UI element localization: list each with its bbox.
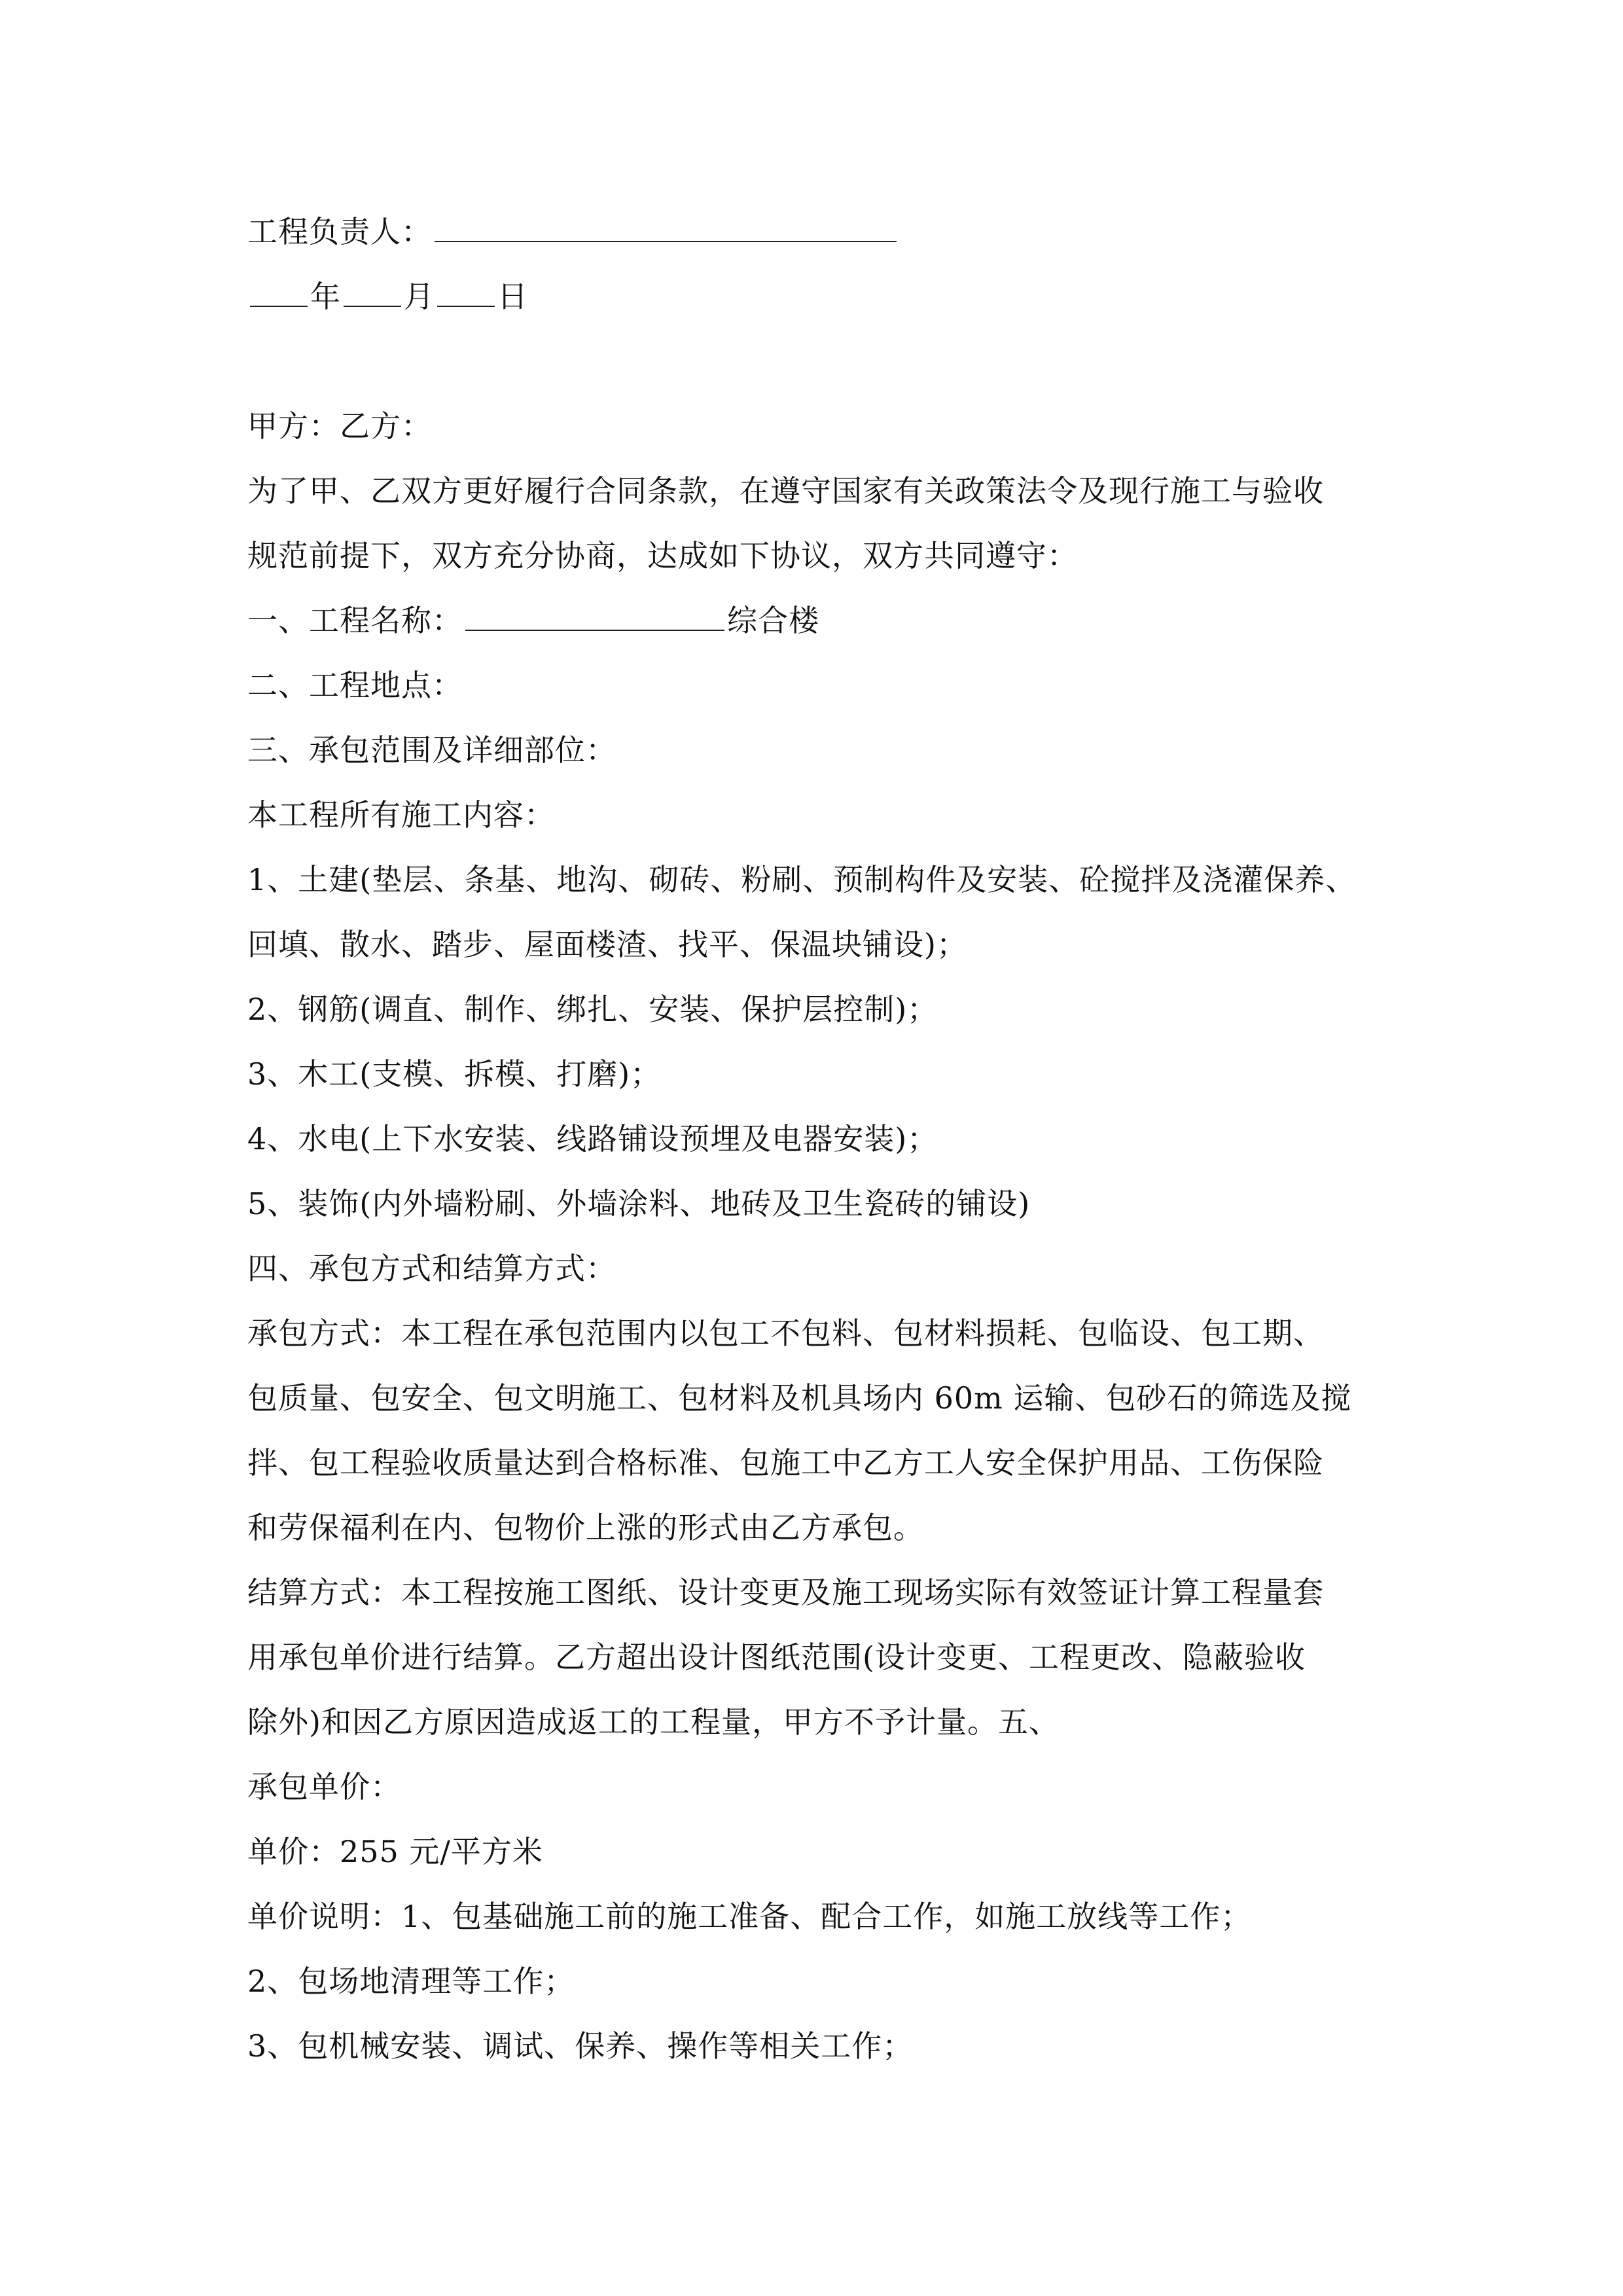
month-blank	[344, 278, 401, 307]
scope-item: 回填、散水、踏步、屋面楼渣、找平、保温块铺设)；	[247, 927, 967, 962]
unit-price-note: 3、包机械安装、调试、保养、操作等相关工作；	[247, 2028, 914, 2064]
year-blank	[250, 278, 308, 307]
method-heading: 四、承包方式和结算方式：	[247, 1251, 616, 1286]
settlement-method-line: 结算方式：本工程按施工图纸、设计变更及施工现场实际有效签证计算工程量套	[247, 1575, 1324, 1610]
month-label: 月	[404, 279, 435, 314]
contract-method-line: 拌、包工程验收质量达到合格标准、包施工中乙方工人安全保护用品、工伤保险	[247, 1445, 1324, 1480]
manager-signature-line	[247, 200, 1399, 264]
unit-price-note: 2、包场地清理等工作；	[247, 1964, 575, 1999]
day-label: 日	[497, 279, 528, 314]
day-blank	[437, 278, 495, 307]
project-name-blank	[465, 602, 724, 631]
intro-line: 规范前提下，双方充分协商，达成如下协议，双方共同遵守：	[247, 538, 1078, 573]
scope-heading: 三、承包范围及详细部位：	[247, 732, 616, 768]
manager-label: 工程负责人：	[247, 214, 432, 249]
contract-method-line: 和劳保福利在内、包物价上涨的形式由乙方承包。	[247, 1510, 924, 1545]
scope-item: 5、装饰(内外墙粉刷、外墙涂料、地砖及卫生瓷砖的铺设)	[247, 1186, 1031, 1221]
project-name-suffix: 综合楼	[727, 603, 819, 638]
settlement-method-line: 除外)和因乙方原因造成返工的工程量，甲方不予计量。五、	[247, 1704, 1060, 1740]
unit-price-heading: 承包单价：	[247, 1769, 401, 1804]
unit-price-line: 单价：255 元/平方米	[247, 1834, 543, 1869]
settlement-method-line: 用承包单价进行结算。乙方超出设计图纸范围(设计变更、工程更改、隐蔽验收	[247, 1640, 1306, 1675]
unit-price-note: 单价说明：1、包基础施工前的施工准备、配合工作，如施工放线等工作；	[247, 1899, 1252, 1934]
date-line	[247, 264, 1399, 329]
scope-item: 1、土建(垫层、条基、地沟、砌砖、粉刷、预制构件及安装、砼搅拌及浇灌保养、	[247, 862, 1357, 897]
manager-signature-blank	[435, 213, 897, 242]
scope-intro: 本工程所有施工内容：	[247, 797, 555, 833]
scope-item: 2、钢筋(调直、制作、绑扎、安装、保护层控制)；	[247, 992, 938, 1027]
project-name-line	[247, 588, 1399, 653]
scope-item: 4、水电(上下水安装、线路铺设预埋及电器安装)；	[247, 1121, 938, 1157]
intro-line: 为了甲、乙双方更好履行合同条款，在遵守国家有关政策法令及现行施工与验收	[247, 473, 1324, 509]
section-gap	[247, 329, 1399, 394]
project-location-line: 二、工程地点：	[247, 668, 463, 703]
contract-method-line: 承包方式：本工程在承包范围内以包工不包料、包材料损耗、包临设、包工期、	[247, 1316, 1324, 1351]
scope-item: 3、木工(支模、拆模、打磨)；	[247, 1056, 662, 1092]
parties-line: 甲方：乙方：	[247, 408, 432, 444]
document-body	[247, 200, 1399, 2079]
project-name-label: 一、工程名称：	[247, 603, 463, 638]
contract-method-line: 包质量、包安全、包文明施工、包材料及机具场内 60m 运输、包砂石的筛选及搅	[247, 1380, 1352, 1416]
year-label: 年	[310, 279, 341, 314]
